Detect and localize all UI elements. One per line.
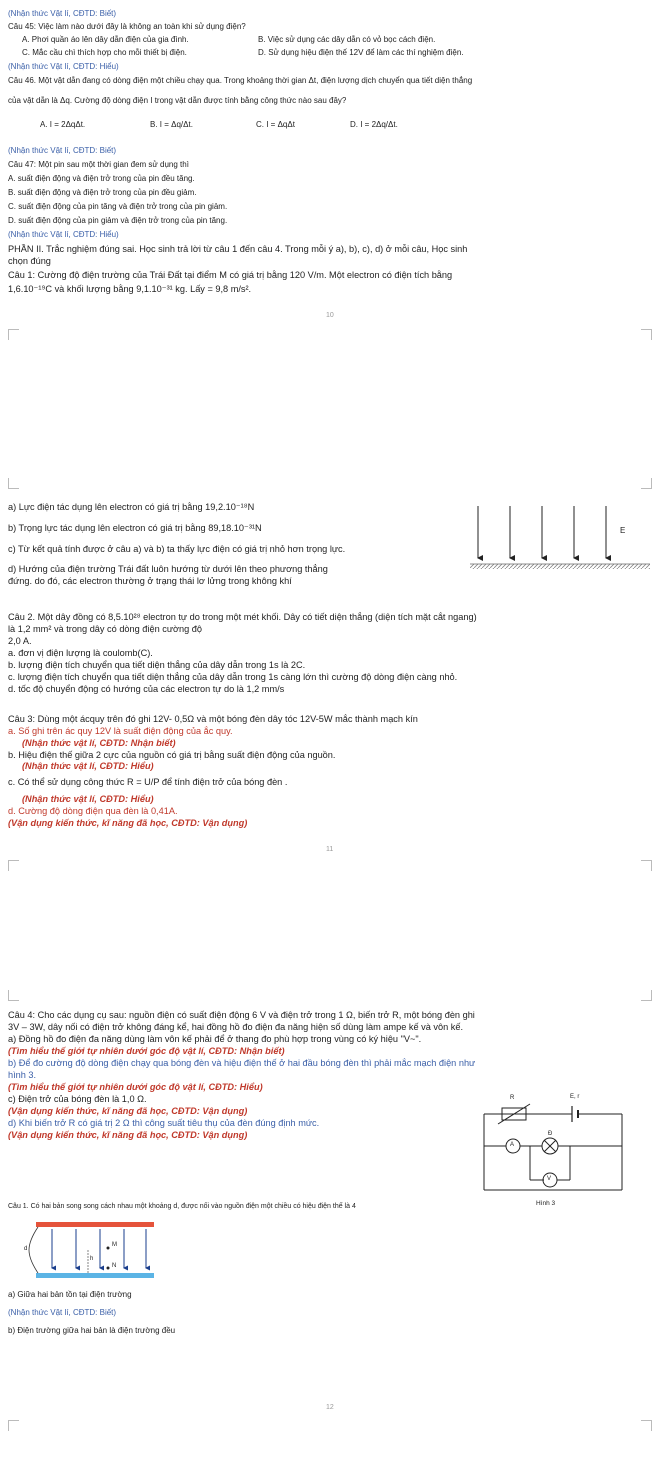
cau3-stem: Câu 3: Dùng một ácquy trên đó ghi 12V- 0,5Ω và một bóng đèn dây tóc 12V-5W mắc thành mạch kín [8, 714, 418, 724]
cau4-tag-c: (Vận dụng kiến thức, kĩ năng đã học, CĐTD: Vận dụng) [8, 1106, 248, 1116]
label-N: N [112, 1263, 117, 1269]
cau4-tag-a: (Tìm hiểu thế giới tự nhiên dưới góc độ vật lí, CĐTD: Nhận biết) [8, 1046, 285, 1056]
cau3-statement-b: b. Hiệu điện thế giữa 2 cực của nguồn có giá trị bằng suất điện động của nguồn. [8, 750, 336, 760]
circuit-svg [478, 1100, 628, 1200]
cau4-statement-b-line1: b) Để đo cường độ dòng điện chạy qua bóng đèn và hiệu điện thế ở hai đầu bóng đèn thì phải mắc mạch điện như [8, 1058, 476, 1068]
cau2-statement-b: b. lượng điện tích chuyển qua tiết diện thẳng của dây dẫn trong 1s là 2C. [8, 660, 306, 670]
tag-q47: (Nhận thức Vật lí, CĐTD: Biết) [8, 146, 117, 155]
plates-svg [28, 1220, 158, 1280]
cau1-capacitor-stem: Câu 1. Có hai bản song song cách nhau một khoảng d, được nối vào nguồn điện một chiều có hiệu điện thế là 4 [8, 1203, 356, 1210]
part2-heading-line2: chọn đúng [8, 256, 51, 266]
cau2-statement-a: a. đơn vị điện lượng là coulomb(C). [8, 648, 153, 658]
cau3-statement-d: d. Cường độ dòng điện qua đèn là 0,41A. [8, 806, 178, 816]
cau3-tag-c: (Nhận thức vật lí, CĐTD: Hiểu) [22, 794, 154, 804]
q47-option-d: D. suất điện động của pin giảm và điện trở trong của pin tăng. [8, 216, 228, 225]
question-45: Câu 45: Việc làm nào dưới đây là không an toàn khi sử dụng điện? [8, 22, 246, 31]
crop-mark [641, 329, 652, 340]
q46-option-b: B. I = Δq/Δt. [150, 120, 193, 129]
page-1 [0, 0, 660, 440]
field-diagram [470, 504, 650, 576]
cau3-tag-d: (Vận dụng kiến thức, kĩ năng đã học, CĐTD: Vận dụng) [8, 818, 248, 828]
cau2-line1: Câu 2. Một dây đồng có 8,5.10²⁸ electron tự do trong một mét khối. Dây có tiết diện thẳng (diện tích mặt cắt ngang) [8, 612, 477, 622]
cau4-statement-d: d) Khi biến trở R có giá trị 2 Ω thì công suất tiêu thụ của đèn đúng định mức. [8, 1118, 320, 1128]
crop-mark [8, 860, 19, 871]
point-M [107, 1247, 110, 1250]
label-E: E, r [570, 1094, 580, 1100]
label-V: V [547, 1176, 552, 1182]
q45-option-a: A. Phơi quần áo lên dây dẫn điện của gia đình. [22, 35, 189, 44]
cau2-statement-d: d. tốc độ chuyển động có hướng của các electron tự do là 1,2 mm/s [8, 684, 285, 694]
plates-figure [24, 1220, 158, 1280]
label-M: M [112, 1242, 117, 1248]
crop-mark [8, 1420, 19, 1431]
cau2-line2: là 1,2 mm² và trong dây có dòng điện cường độ [8, 624, 202, 634]
label-R: R [510, 1095, 515, 1101]
cau4-line2: 3V – 3W, dây nối có điện trở không đáng kể, hai đồng hồ đo điện đa năng hiện số dùng làm ampe kế và vôn kế. [8, 1022, 463, 1032]
figure-caption: Hình 3 [536, 1200, 556, 1207]
crop-mark [641, 1420, 652, 1431]
tag-q45: (Nhận thức Vật lí, CĐTD: Biết) [8, 9, 117, 18]
distance-arc [29, 1227, 38, 1273]
negative-plate [36, 1273, 154, 1278]
circuit-figure [478, 1094, 628, 1215]
part2-heading-line1: PHẦN II. Trắc nghiệm đúng sai. Học sinh trả lời từ câu 1 đến câu 4. Trong mỗi ý a), b), c), d) ở mỗi câu, Học sinh [8, 244, 468, 254]
q45-option-c: C. Mắc cầu chì thích hợp cho mỗi thiết bị điện. [22, 48, 187, 57]
cau3-tag-a: (Nhận thức vật lí, CĐTD: Nhận biết) [22, 738, 176, 748]
cau2-line3: 2,0 A. [8, 636, 32, 646]
page-3 [0, 910, 660, 1457]
label-D: Đ [548, 1131, 553, 1137]
cau1-tag-a: (Nhận thức Vật lí, CĐTD: Biết) [8, 1308, 117, 1317]
crop-mark [8, 478, 19, 489]
positive-plate [36, 1222, 154, 1227]
c1-statement-c: c) Từ kết quả tính được ở câu a) và b) ta thấy lực điện có giá trị nhỏ hơn trọng lực. [8, 544, 346, 554]
cau3-statement-a: a. Số ghi trên ác quy 12V là suất điện động của ắc quy. [8, 726, 233, 736]
cau1-line1: Câu 1: Cường độ điện trường của Trái Đất tại điểm M có giá trị bằng 120 V/m. Một electron có điện tích bằng [8, 270, 453, 280]
q46-option-c: C. I = ΔqΔt [256, 120, 295, 129]
field-lines-svg [470, 504, 650, 576]
cau4-line1: Câu 4: Cho các dụng cụ sau: nguồn điện có suất điện động 6 V và điện trở trong 1 Ω, biến trở R, một bóng đèn ghi [8, 1010, 475, 1020]
label-d: d [24, 1246, 28, 1252]
cau1-statement-b: b) Điện trường giữa hai bản là điện trường đều [8, 1326, 176, 1335]
crop-mark [641, 478, 652, 489]
crop-mark [641, 860, 652, 871]
label-h: h [90, 1256, 94, 1262]
q45-option-b: B. Việc sử dụng các dây dẫn có vỏ bọc cách điện. [258, 35, 436, 44]
q45-option-d: D. Sử dụng hiệu điện thế 12V để làm các thí nghiệm điện. [258, 48, 464, 57]
cau4-statement-a: a) Đồng hồ đo điện đa năng dùng làm vôn kế phải để ở thang đo phù hợp trong vùng có ký hiệu "V~". [8, 1034, 422, 1044]
q47-option-c: C. suất điện động của pin tăng và điện trở trong của pin giảm. [8, 202, 228, 211]
tag-q46: (Nhận thức Vật lí, CĐTD: Hiểu) [8, 62, 119, 71]
cau1-statement-a: a) Giữa hai bản tồn tại điện trường [8, 1290, 132, 1299]
page-number: 10 [326, 312, 334, 319]
crop-mark [8, 329, 19, 340]
q46-option-a: A. I = 2ΔqΔt. [40, 120, 86, 129]
field-label: E [620, 526, 626, 535]
page-number: 12 [326, 1404, 334, 1411]
cau3-tag-b: (Nhận thức vật lí, CĐTD: Hiểu) [22, 761, 154, 771]
cau4-statement-b-line2: hình 3. [8, 1070, 37, 1080]
point-N [107, 1267, 110, 1270]
c1-statement-d-line1: d) Hướng của điện trường Trái đất luôn hướng từ dưới lên theo phương thẳng [8, 564, 328, 574]
cau4-tag-b: (Tìm hiểu thế giới tự nhiên dưới góc độ vật lí, CĐTD: Hiểu) [8, 1082, 263, 1092]
question-46-line2: của vật dẫn là Δq. Cường độ dòng điện I trong vật dẫn được tính bằng công thức nào sau đây? [8, 96, 347, 105]
c1-statement-a: a) Lực điện tác dụng lên electron có giá trị bằng 19,2.10⁻¹⁸N [8, 502, 255, 512]
c1-statement-d-line2: đứng. do đó, các electron thường ở trạng thái lơ lửng trong không khí [8, 576, 292, 586]
crop-mark [641, 990, 652, 1001]
cau2-statement-c: c. lượng điện tích chuyển qua tiết diện thẳng của dây dẫn trong 1s càng lớn thì cường độ dòng điện càng nhỏ. [8, 672, 458, 682]
q47-option-b: B. suất điện động và điện trở trong của pin đều giảm. [8, 188, 197, 197]
cau1-line2: 1,6.10⁻¹⁹C và khối lượng bằng 9,1.10⁻³¹ kg. Lấy = 9,8 m/s². [8, 284, 252, 294]
ground [470, 564, 650, 569]
question-46-line1: Câu 46. Một vật dẫn đang có dòng điện một chiều chạy qua. Trong khoảng thời gian Δt, điện lượng dịch chuyển qua tiết diện thẳng [8, 76, 473, 85]
q46-option-d: D. I = 2Δq/Δt. [350, 120, 398, 129]
q47-option-a: A. suất điện động và điện trở trong của pin đều tăng. [8, 174, 195, 183]
c1-statement-b: b) Trọng lực tác dụng lên electron có giá trị bằng 89,18.10⁻³¹N [8, 523, 262, 533]
page-2 [0, 440, 660, 910]
tag-part2: (Nhận thức Vật lí, CĐTD: Hiểu) [8, 230, 119, 239]
cau3-statement-c: c. Có thể sử dụng công thức R = U/P để tính điện trở của bóng đèn . [8, 777, 288, 787]
cau4-tag-d: (Vận dụng kiến thức, kĩ năng đã học, CĐTD: Vận dụng) [8, 1130, 248, 1140]
cau4-statement-c: c) Điện trở của bóng đèn là 1,0 Ω. [8, 1094, 147, 1104]
crop-mark [8, 990, 19, 1001]
page-number: 11 [326, 846, 334, 853]
question-47: Câu 47: Một pin sau một thời gian đem sử dụng thì [8, 160, 189, 169]
label-A: A [510, 1142, 515, 1148]
